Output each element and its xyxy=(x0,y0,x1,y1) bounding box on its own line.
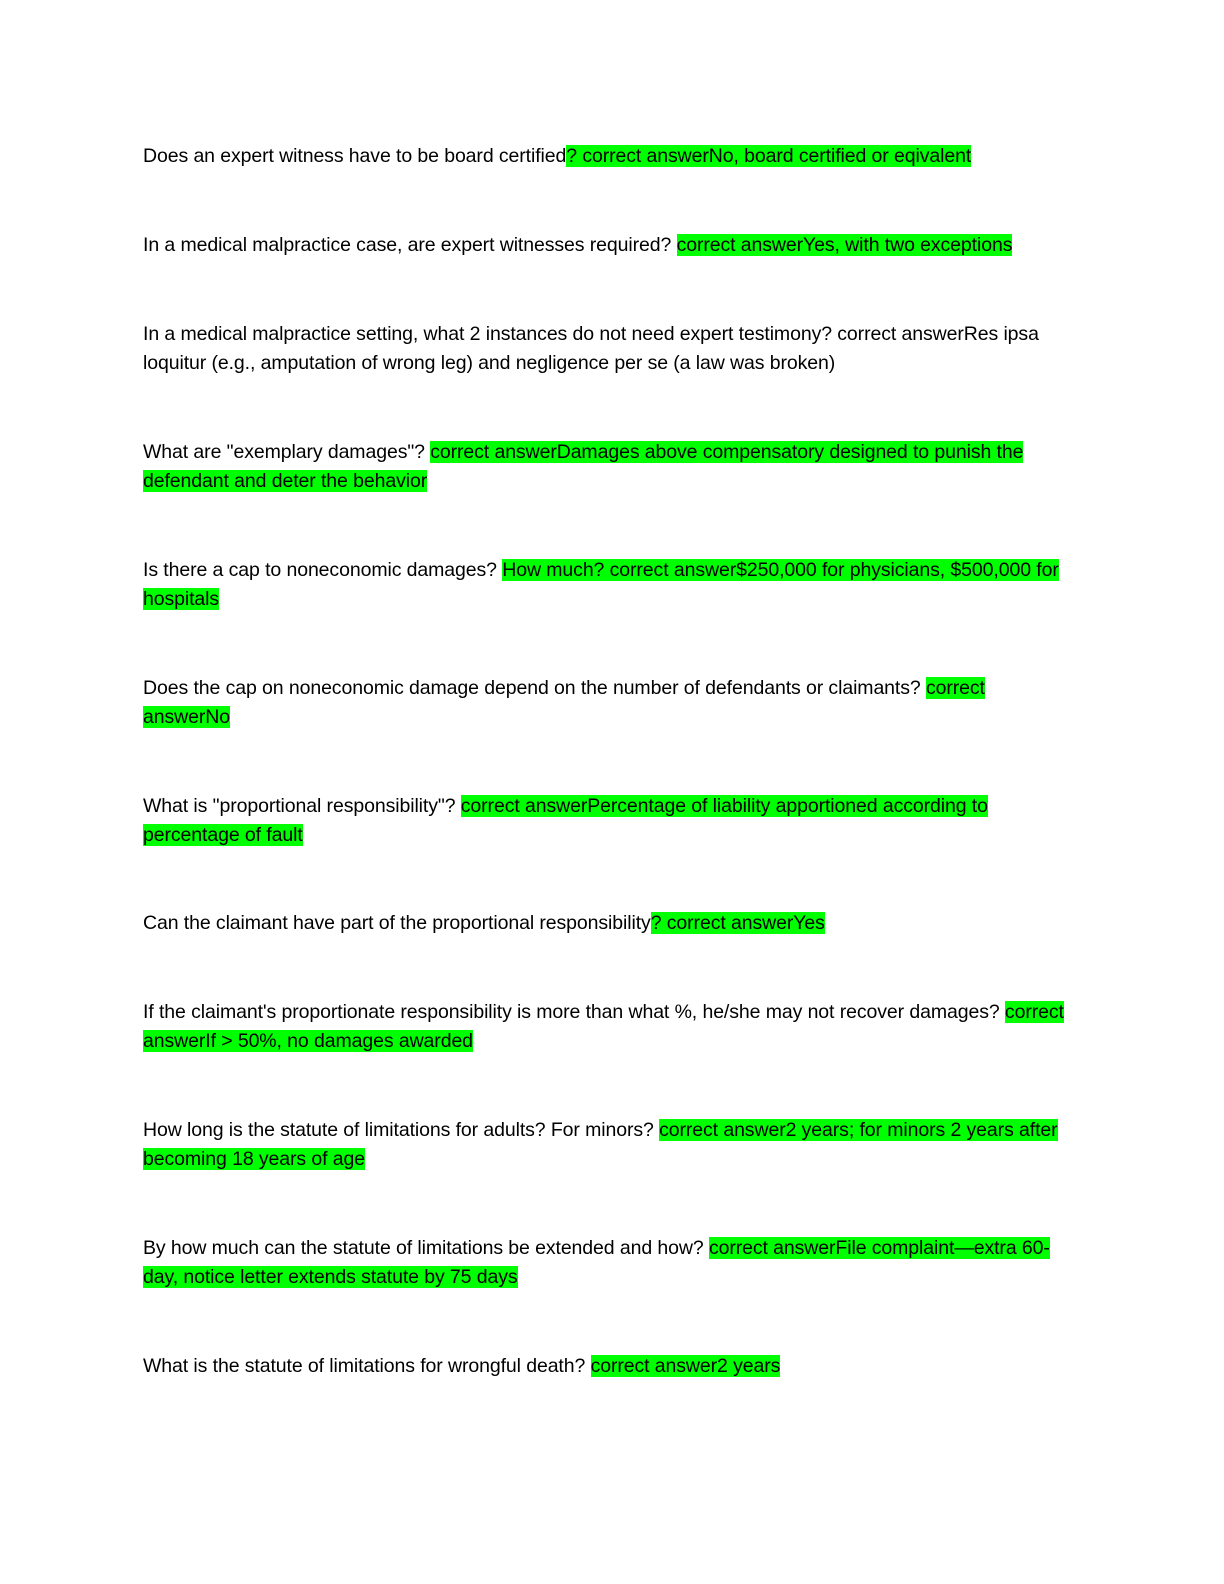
answer-highlight: correct answerDamages above compensatory designed to punish the defendant and deter the behavior xyxy=(143,441,1024,492)
qa-item xyxy=(143,1234,1073,1292)
answer-highlight: How much? correct answer$250,000 for physicians, $500,000 for hospitals xyxy=(143,559,1059,610)
answer-highlight: correct answerFile complaint—extra 60-day, notice letter extends statute by 75 days xyxy=(143,1237,1050,1288)
question-text: If the claimant's proportionate responsibility is more than what %, he/she may not recover damages? xyxy=(143,1001,1005,1023)
qa-item xyxy=(143,438,1073,496)
qa-item xyxy=(143,556,1073,614)
answer-highlight: ? correct answerNo, board certified or eqivalent xyxy=(566,145,972,167)
question-text: Does the cap on noneconomic damage depend on the number of defendants or claimants? xyxy=(143,677,926,699)
answer-highlight: ? correct answerYes xyxy=(650,912,825,934)
qa-item xyxy=(143,231,1012,260)
question-text: In a medical malpractice case, are expert witnesses required? xyxy=(143,234,677,256)
qa-item xyxy=(143,998,1073,1056)
question-text: What is "proportional responsibility"? xyxy=(143,795,461,817)
question-text: Does an expert witness have to be board certified xyxy=(143,145,567,167)
question-text: By how much can the statute of limitations be extended and how? xyxy=(143,1237,709,1259)
question-text: In a medical malpractice setting, what 2 instances do not need expert testimony? correct answerRes ipsa loquitur (e.g., amputation of wrong leg) and negligence per se (a law was broken) xyxy=(143,323,1039,374)
qa-item xyxy=(143,320,1073,378)
qa-item xyxy=(143,909,825,938)
answer-highlight: correct answerPercentage of liability apportioned according to percentage of fault xyxy=(143,795,988,846)
answer-highlight: correct answerYes, with two exceptions xyxy=(676,234,1013,256)
question-text: What is the statute of limitations for wrongful death? xyxy=(143,1355,591,1377)
qa-item xyxy=(143,142,971,171)
qa-item xyxy=(143,674,1073,732)
qa-item xyxy=(143,792,1073,850)
question-text: How long is the statute of limitations for adults? For minors? xyxy=(143,1119,660,1141)
answer-highlight: correct answerNo xyxy=(143,677,985,728)
answer-highlight: correct answerIf > 50%, no damages awarded xyxy=(143,1001,1064,1052)
answer-highlight: correct answer2 years xyxy=(590,1355,781,1377)
question-text: Is there a cap to noneconomic damages? xyxy=(143,559,503,581)
qa-item xyxy=(143,1116,1073,1174)
answer-highlight: correct answer2 years; for minors 2 years after becoming 18 years of age xyxy=(143,1119,1058,1170)
qa-item xyxy=(143,1352,780,1381)
question-text: Can the claimant have part of the proportional responsibility xyxy=(143,912,651,934)
question-text: What are "exemplary damages"? xyxy=(143,441,431,463)
